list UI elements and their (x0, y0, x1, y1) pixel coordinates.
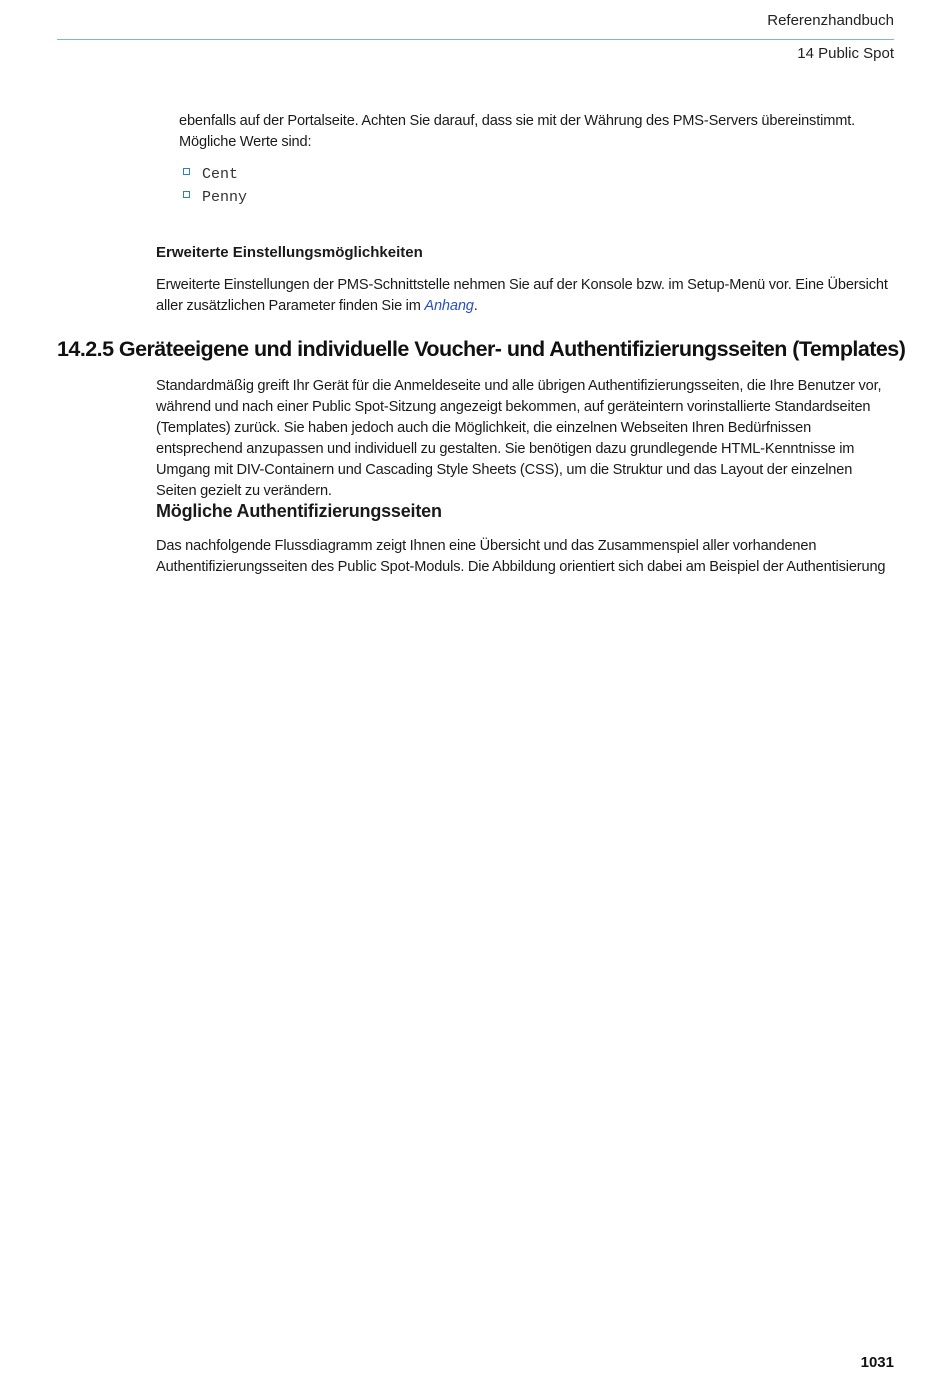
subsection-heading: Mögliche Authentifizierungsseiten (156, 501, 442, 521)
advanced-text-end: . (473, 298, 478, 314)
possible-values-list (183, 163, 247, 209)
intro-paragraph: ebenfalls auf der Portalseite. Achten Sie darauf, dass sie mit der Währung des PMS-Servers übereinstimmt. Mögliche Werte sind: (179, 113, 856, 150)
value-cent: Cent (202, 166, 239, 183)
square-bullet-icon (183, 191, 190, 198)
page-number: 1031 (860, 1354, 894, 1371)
advanced-settings-paragraph (156, 275, 894, 317)
square-bullet-icon (183, 168, 190, 175)
templates-paragraph: Standardmäßig greift Ihr Gerät für die Anmeldeseite und alle übrigen Authentifizierungsseiten, die Ihre Benutzer vor, während und nach einer Public Spot-Sitzung angezeigt bekommen, auf geräteintern vorinstallierte Standardseiten (Templates) zurück. Sie haben jedoch auch die Möglichkeit, die einzelnen Webseiten Ihren Bedürfnissen entsprechend anzupassen und individuell zu gestalten. Sie benötigen dazu grundlegende HTML-Kenntnisse im Umgang mit DIV-Containern und Cascading Style Sheets (CSS), um die Struktur und das Layout der einzelnen Seiten gezielt zu verändern. (156, 378, 882, 499)
list-item (183, 186, 247, 209)
section-heading: 14.2.5 Geräteeigene und individuelle Voucher- und Authentifizierungsseiten (Templates) (57, 337, 906, 361)
advanced-settings-heading: Erweiterte Einstellungsmöglichkeiten (156, 244, 423, 261)
header-divider (57, 39, 894, 40)
list-item (183, 163, 247, 186)
running-header-title: Referenzhandbuch (767, 12, 894, 29)
value-penny: Penny (202, 189, 248, 206)
appendix-link[interactable]: Anhang (424, 298, 474, 314)
running-header-chapter: 14 Public Spot (797, 45, 894, 62)
flowchart-intro-paragraph: Das nachfolgende Flussdiagramm zeigt Ihnen eine Übersicht und das Zusammenspiel aller vorhandenen Authentifizierungsseiten des Public Spot-Moduls. Die Abbildung orientiert sich dabei am Beispiel der Authentisierung (156, 538, 886, 575)
advanced-text: Erweiterte Einstellungen der PMS-Schnittstelle nehmen Sie auf der Konsole bzw. im Setup-Menü vor. Eine Übersicht aller zusätzlichen Parameter finden Sie im (156, 277, 888, 314)
